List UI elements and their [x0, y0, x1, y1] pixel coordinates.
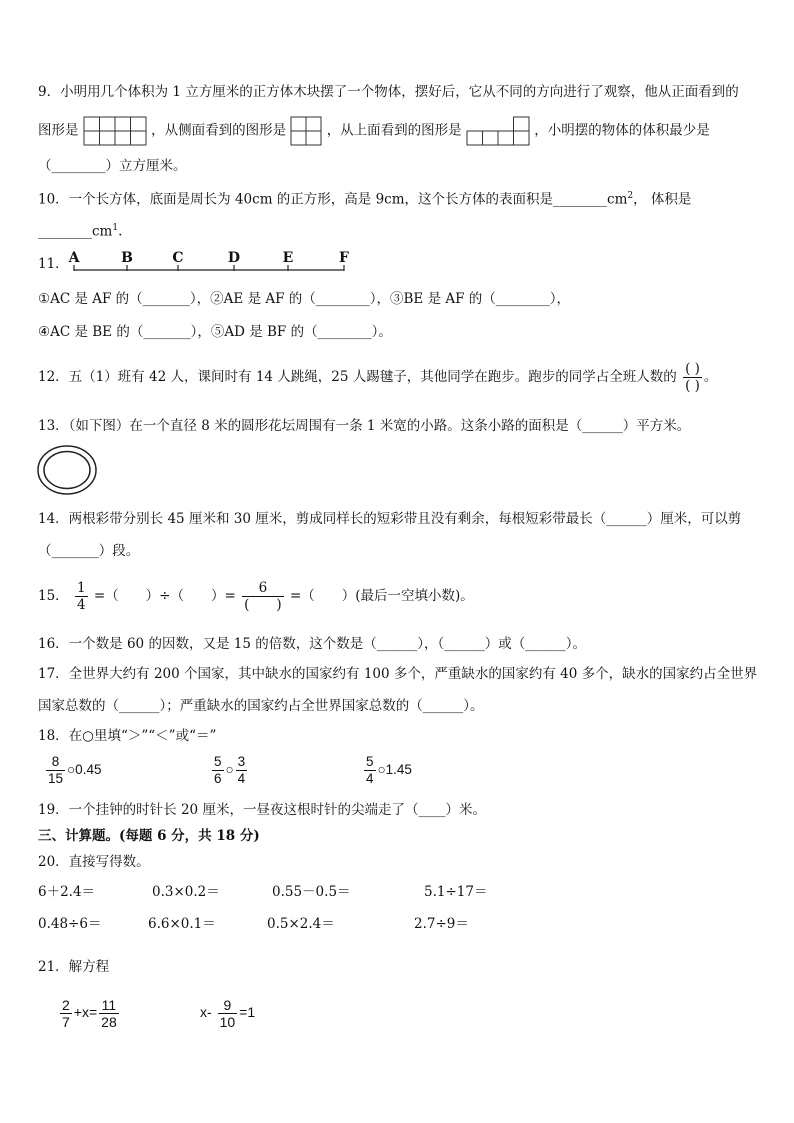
q10-text-d: .	[118, 223, 123, 240]
q18-item-1	[44, 750, 101, 790]
frac-denominator: 4	[237, 770, 246, 786]
fraction	[60, 997, 72, 1030]
frac-numerator: 6	[258, 580, 268, 596]
front-view-grid	[83, 116, 147, 146]
equation-1	[58, 990, 121, 1034]
frac-numerator: 5	[214, 753, 222, 769]
frac-denominator: 28	[101, 1013, 117, 1030]
frac-denominator: 15	[48, 770, 64, 786]
top-view-grid	[466, 116, 530, 146]
frac-numerator: 5	[366, 753, 374, 769]
q10-text-c: ________cm	[38, 223, 113, 240]
flowerbed-path-figure	[36, 444, 98, 496]
q15-mid1: =（ ）÷（ ）=	[93, 588, 236, 604]
point-label: F	[339, 250, 349, 266]
frac-denominator: 4	[76, 597, 86, 613]
frac-numerator: 11	[101, 996, 117, 1013]
fraction	[236, 754, 248, 787]
frac-denominator: 4	[366, 770, 374, 786]
q10-line2	[38, 218, 122, 242]
compare-expression: ○1.45	[377, 762, 412, 777]
side-view-grid	[290, 116, 322, 146]
q9-line3: （________）立方厘米。	[38, 158, 187, 174]
q18-item-3	[362, 750, 412, 790]
q9-line2	[38, 116, 710, 146]
q11-line2: ④AC 是 BE 的（_______），⑤AD 是 BF 的（________）。	[38, 324, 392, 340]
calc-item: 0.3×0.2＝	[152, 884, 220, 900]
q9-text-c: ，从上面看到的图形是	[326, 122, 462, 139]
fraction	[364, 754, 376, 787]
calc-item: 0.48÷6＝	[38, 916, 102, 932]
q11-segment-diagram	[66, 246, 356, 278]
q10-text-a: 10．一个长方体，底面是周长为 40cm 的正方形，高是 9cm，这个长方体的表面积是________cm	[38, 191, 628, 208]
q9-line1: 9．小明用几个体积为 1 立方厘米的正方体木块摆了一个物体，摆好后，它从不同的方向进行了观察，他从正面看到的	[38, 84, 739, 100]
frac-denominator: 10	[219, 1013, 236, 1030]
q9-text-b: ，从侧面看到的图形是	[151, 122, 287, 139]
q16-line: 16．一个数是 60 的因数，又是 15 的倍数，这个数是（______），（______）或（______）。	[38, 636, 586, 652]
frac-denominator: 7	[62, 1013, 70, 1030]
q15-fraction-2	[242, 580, 284, 613]
fraction	[218, 997, 238, 1030]
frac-denominator: 6	[214, 770, 222, 786]
q10-line1	[38, 186, 691, 210]
q15-number: 15．	[38, 588, 69, 604]
compare-circle: ○	[225, 762, 234, 777]
q9-text-a: 图形是	[38, 122, 79, 139]
q12-fraction	[683, 361, 702, 394]
equation-operator: x-	[200, 1004, 212, 1020]
frac-numerator: 8	[51, 753, 60, 769]
q10-sup1: 2	[627, 191, 634, 201]
section-3-title: 三、计算题。(每题 6 分，共 18 分)	[38, 828, 260, 844]
fraction	[99, 997, 119, 1030]
equation-operator: +x=	[73, 1004, 98, 1020]
q15-mid2: =（ ）(最后一空填小数)。	[289, 588, 474, 604]
frac-numerator: 3	[237, 753, 246, 769]
calc-item: 6.6×0.1＝	[148, 916, 216, 932]
q15-fraction-1	[75, 580, 88, 613]
q14-line2: （_______）段。	[38, 543, 140, 559]
equation-2	[200, 990, 255, 1034]
q11-line1: ①AC 是 AF 的（_______），②AE 是 AF 的（________），③BE 是 AF 的（________），	[38, 291, 571, 307]
point-label: A	[68, 250, 80, 266]
q17-line1: 17．全世界大约有 200 个国家，其中缺水的国家约有 100 多个，严重缺水的国家约有 40 多个，缺水的国家约占全世界	[38, 666, 758, 682]
q18-item-2	[210, 750, 249, 790]
calc-item: 0.5×2.4＝	[267, 916, 335, 932]
q17-line2: 国家总数的（______）；严重缺水的国家约占全世界国家总数的（______）。	[38, 698, 484, 714]
fraction	[212, 754, 224, 787]
q13-line: 13．（如下图）在一个直径 8 米的圆形花坛周围有一条 1 米宽的小路。这条小路的面积是（______）平方米。	[38, 418, 691, 434]
q12-line	[38, 358, 717, 396]
q12-text: 12．五（1）班有 42 人，课间时有 14 人跳绳，25 人踢毽子，其他同学在跑步。跑步的同学占全班人数的	[38, 369, 677, 385]
calc-item: 6＋2.4＝	[38, 884, 96, 900]
point-label: C	[172, 250, 184, 266]
frac-numerator: 2	[62, 996, 70, 1013]
q19-line: 19．一个挂钟的时针长 20 厘米，一昼夜这根时针的尖端走了（____）米。	[38, 802, 486, 818]
fraction	[46, 754, 65, 787]
q11-number: 11．	[38, 256, 69, 272]
q10-sup2: 1	[112, 223, 119, 233]
frac-numerator: 1	[76, 580, 86, 596]
calc-item: 2.7÷9＝	[414, 916, 469, 932]
compare-expression: ○0.45	[67, 762, 102, 777]
frac-numerator: 9	[223, 996, 232, 1013]
q20-title: 20．直接写得数。	[38, 854, 150, 870]
q12-end: 。	[703, 369, 718, 385]
q21-title: 21．解方程	[38, 959, 110, 975]
q15-line	[38, 575, 474, 617]
frac-numerator: ( )	[685, 361, 700, 377]
point-label: D	[227, 250, 241, 266]
q9-text-d: ，小明摆的物体的体积最少是	[534, 122, 710, 139]
calc-item: 5.1÷17＝	[424, 884, 488, 900]
point-label: E	[282, 250, 294, 266]
frac-denominator: ( )	[244, 597, 282, 613]
q18-title: 18．在○里填“＞”“＜”或“＝”	[38, 728, 217, 744]
point-label: B	[121, 250, 133, 266]
q14-line1: 14．两根彩带分别长 45 厘米和 30 厘米，剪成同样长的短彩带且没有剩余，每根短彩带最长（______）厘米，可以剪	[38, 511, 742, 527]
calc-item: 0.55－0.5＝	[272, 884, 351, 900]
q10-text-b: ， 体积是	[633, 191, 692, 208]
equation-operator: =1	[239, 1004, 256, 1020]
frac-denominator: ( )	[685, 378, 700, 394]
